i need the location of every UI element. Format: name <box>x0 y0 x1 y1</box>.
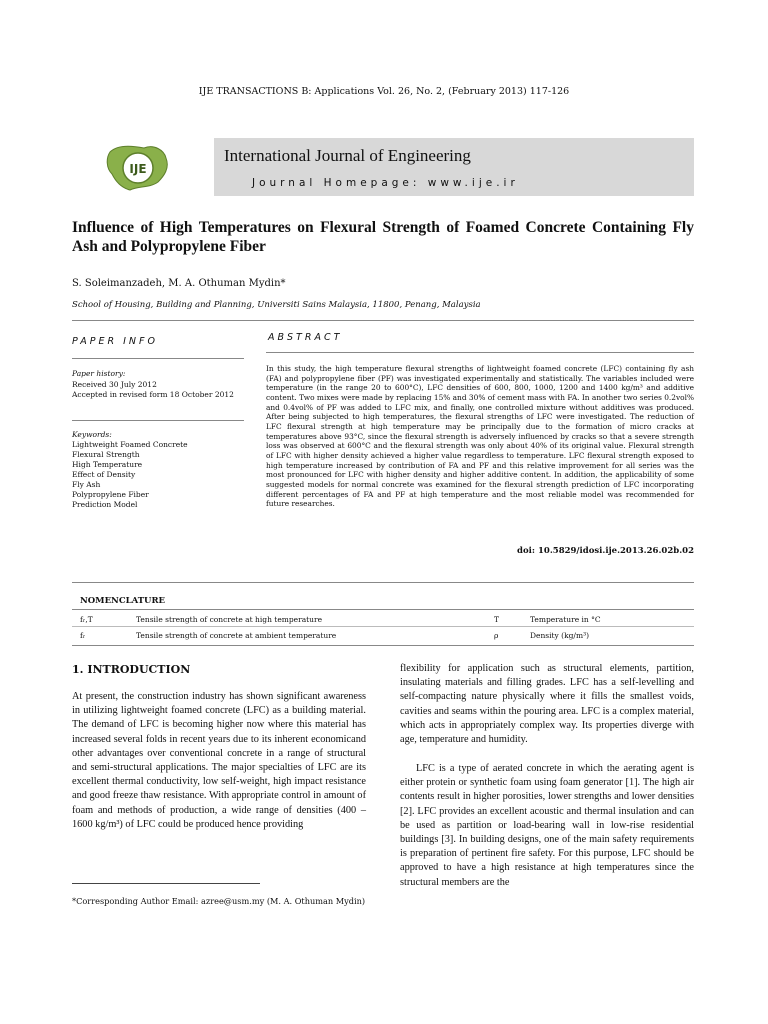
keyword: Flexural Strength <box>72 450 140 459</box>
doi: doi: 10.5829/idosi.ije.2013.26.02b.02 <box>517 546 694 556</box>
accepted-date: Accepted in revised form 18 October 2012 <box>72 390 234 399</box>
section-heading: 1. INTRODUCTION <box>72 663 191 676</box>
nomenclature-symbol: fᵣ,T <box>80 615 93 624</box>
nomenclature-description: Density (kg/m³) <box>530 631 590 640</box>
keywords-label: Keywords: <box>72 430 112 439</box>
footnote-rule <box>72 883 260 884</box>
nomenclature-title: NOMENCLATURE <box>80 596 165 606</box>
divider <box>72 609 694 610</box>
divider <box>266 352 694 353</box>
body-paragraph: At present, the construction industry has shown significant awareness in utilizing lightweight foamed concrete (LFC) as a building material. The demand of LFC is becoming higher now where this material has increased several folds in recent years due to its inherent economicand other advantages over conventional concrete in a range of structural and semi-structural applications. The major specialties of LFC are its excellent thermal conductivity, low self-weight, high impact resistance and good freeze thaw resistance. With appropriate control in amount of foam and methods of production, a wide range of densities (400 – 1600 kg/m³) of LFC could be produced hence providing <box>72 691 366 830</box>
affiliation: School of Housing, Building and Planning, Universiti Sains Malaysia, 11800, Penang, Malaysia <box>72 300 481 310</box>
abstract-text: In this study, the high temperature flexural strengths of lightweight foamed concrete (LFC) containing fly ash (FA) and polypropylene fiber (PF) was investigated experimentally and statistically. The variables included were temperature (in the range 20 to 600°C), LFC densities of 600, 800, 1000, 1200 and 1400 kg/m³ and additive content. Two mixes were made by replacing 15% and 30% of cement mass with FA. In another two series 0.2vol% and 0.4vol% of PF was added to LFC mix, and finally, one controlled mixture without additives was produced. After being subjected to high temperatures, the flexural strengths of LFC were investigated. The reduction of LFC flexural strength at high temperature may be principally due to the formation of micro cracks at temperatures above 93°C, since the flexural strength is adversely influenced by cracks so that a severe strength loss was observed at 600°C and the flexural strength was only about 40% of its original value. Flexural strength of LFC with higher density achieved a higher value regardless to temperature. LFC flexural strength exposed to high temperature increased by contribution of FA and PF and this relative improvement for all series was the most pronounced for LFC with higher density and higher additive content. In addition, the applicability of some suggested models for normal concrete was examined for the flexural strength prediction of LFC incorporating different percentages of FA and PF at high temperature and the most reliable model was recommended for future researches. <box>266 364 694 509</box>
keyword: Prediction Model <box>72 500 138 509</box>
paper-info-label: PAPER INFO <box>72 336 158 347</box>
nomenclature-symbol: T <box>494 615 500 624</box>
running-header: IJE TRANSACTIONS B: Applications Vol. 26, No. 2, (February 2013) 117-126 <box>198 86 570 97</box>
divider <box>72 320 694 321</box>
divider <box>72 420 244 421</box>
received-date: Received 30 July 2012 <box>72 380 157 389</box>
abstract-label: ABSTRACT <box>268 332 343 343</box>
body-paragraph: LFC is a type of aerated concrete in which the aerating agent is either protein or synthetic foam using foam generator [1]. The high air contents result in higher porosities, lower strengths and lower densities [2]. LFC provides an excellent acoustic and thermal insulation and can be used as partition or load-bearing wall in low-rise residential buildings [3]. In building designs, one of the main safety requirements is preparation of pertinent fire safety. For this purpose, LFC should be approved to have a high resistance at high temperatures since the structural members are the <box>400 763 694 888</box>
keyword: High Temperature <box>72 460 143 469</box>
divider <box>72 626 694 627</box>
footnote: *Corresponding Author Email: azree@usm.my (M. A. Othuman Mydin) <box>72 896 366 906</box>
logo-text: IJE <box>129 162 147 176</box>
paper-title: Influence of High Temperatures on Flexural Strength of Foamed Concrete Containing Fly Ash and Polypropylene Fiber <box>72 219 694 255</box>
authors: S. Soleimanzadeh, M. A. Othuman Mydin* <box>72 278 286 289</box>
journal-logo <box>104 142 172 192</box>
nomenclature-symbol: ρ <box>494 631 499 640</box>
history-label: Paper history: <box>72 369 126 378</box>
keyword: Effect of Density <box>72 470 136 479</box>
divider <box>72 582 694 583</box>
nomenclature-description: Temperature in °C <box>530 615 601 624</box>
journal-homepage: Journal Homepage: www.ije.ir <box>252 177 519 189</box>
nomenclature-description: Tensile strength of concrete at ambient temperature <box>136 631 337 640</box>
journal-name: International Journal of Engineering <box>224 146 471 165</box>
keyword: Polypropylene Fiber <box>72 490 149 499</box>
keyword: Fly Ash <box>72 480 101 489</box>
divider <box>72 358 244 359</box>
body-paragraph: flexibility for application such as structural elements, partition, insulating materials and filling grades. LFC has a self-levelling and self-compacting nature physically where it fills the smallest voids, cavities and seams within the pouring area. LFC is a complex material, which acts in appropriately complex way. Its properties diverge with age, temperature and humidity. <box>400 663 694 746</box>
nomenclature-description: Tensile strength of concrete at high temperature <box>136 615 323 624</box>
keyword: Lightweight Foamed Concrete <box>72 440 188 449</box>
divider <box>72 645 694 646</box>
nomenclature-symbol: fᵣ <box>80 631 86 640</box>
